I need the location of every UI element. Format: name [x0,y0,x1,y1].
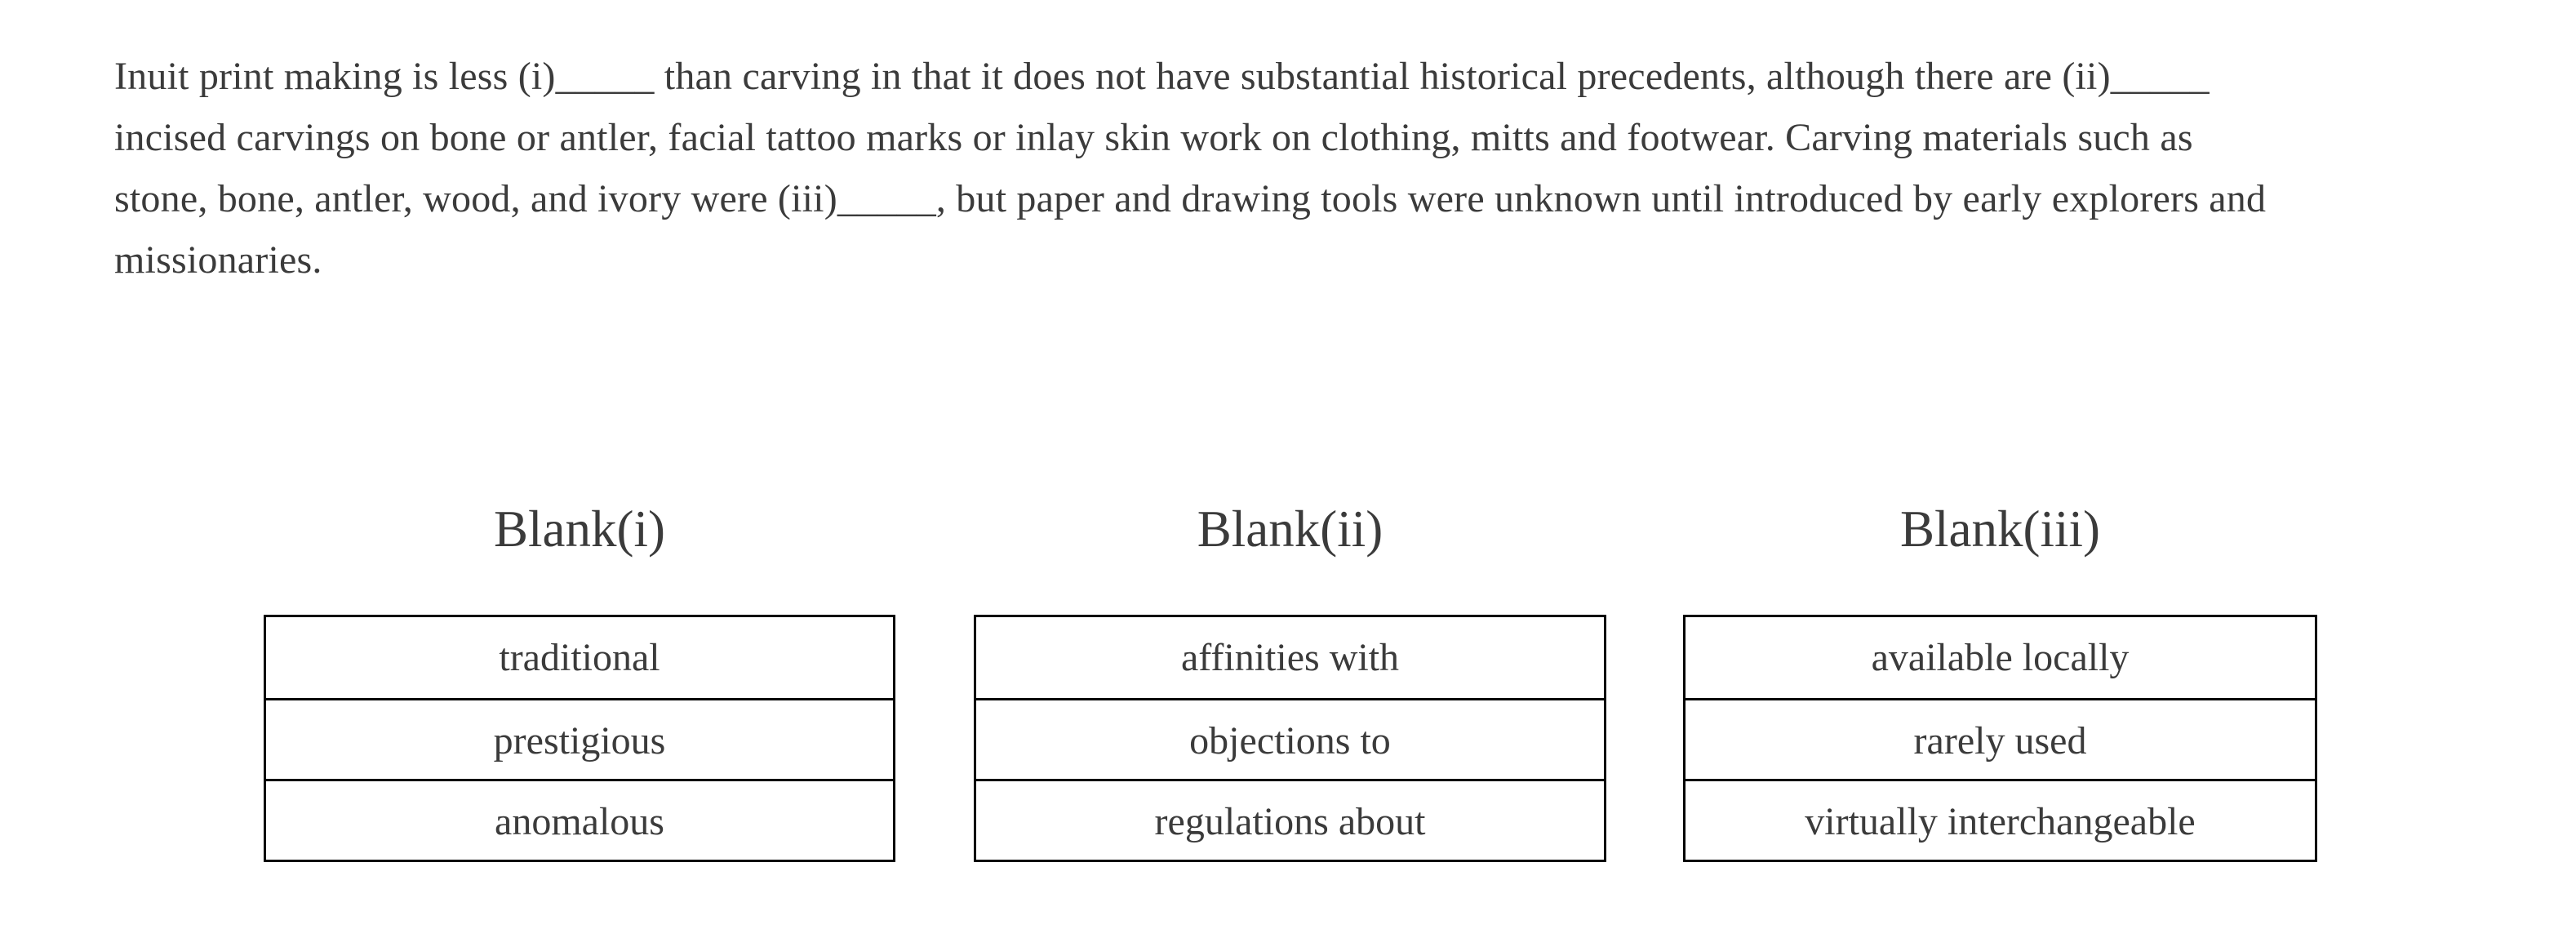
blank-i-label: Blank(i) [494,500,665,558]
blank-ii-options-table [974,615,1606,862]
blank-iii-option-2[interactable]: rarely used [1686,698,2315,779]
blank-ii-label: Blank(ii) [1197,500,1383,558]
blank-iii-label: Blank(iii) [1900,500,2100,558]
passage-line-4: missionaries. [114,238,322,282]
blank-i-option-3[interactable]: anomalous [266,779,893,860]
blank-ii-option-2[interactable]: objections to [976,698,1604,779]
blank-i-options-table [264,615,895,862]
blank-iii-option-1[interactable]: available locally [1686,617,2315,698]
blank-i-option-2[interactable]: prestigious [266,698,893,779]
passage-line-3: stone, bone, antler, wood, and ivory were (iii)_____, but paper and drawing tools were unknown until introduced by early explorers and [114,177,2267,220]
passage-text [114,46,2266,291]
passage-line-1: Inuit print making is less (i)_____ than carving in that it does not have substantial historical precedents, although there are (ii)_____ [114,55,2210,98]
blank-ii-option-1[interactable]: affinities with [976,617,1604,698]
blank-iii-options-table [1683,615,2317,862]
blank-ii-option-3[interactable]: regulations about [976,779,1604,860]
passage-line-2: incised carvings on bone or antler, facial tattoo marks or inlay skin work on clothing, mitts and footwear. Carving materials such as [114,116,2193,159]
blank-i-option-1[interactable]: traditional [266,617,893,698]
blank-iii-option-3[interactable]: virtually interchangeable [1686,779,2315,860]
